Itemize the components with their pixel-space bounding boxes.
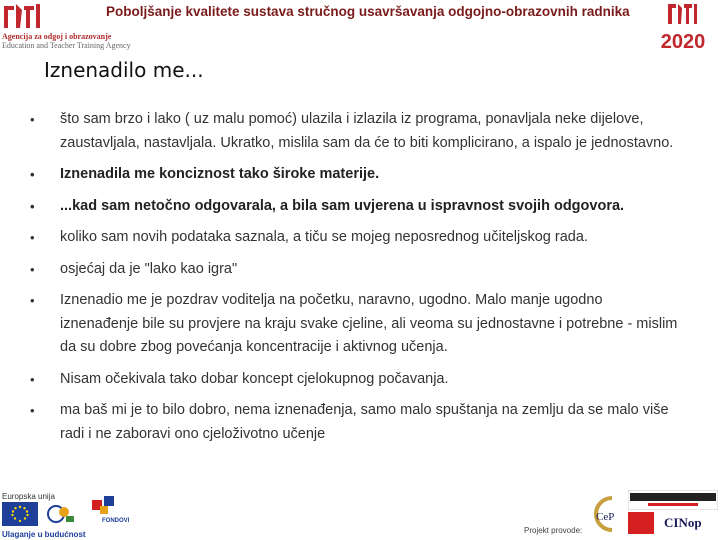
bullet-list [30,108,680,454]
bullet-icon: • [30,293,35,308]
strukturni-fondovi-logo [88,494,138,528]
list-item [30,226,680,250]
list-item-text: ma baš mi je to bilo dobro, nema iznenađenja, samo malo spuštanja na zemlju da se malo više radi i ne zaboravi ono cjeloživotno učenje [60,402,669,442]
slide-header [0,0,720,58]
eu-flag-icon [2,502,38,526]
list-item [30,108,680,155]
bullet-icon: • [30,112,35,127]
bullet-icon: • [30,198,35,214]
eu-label: Europska unija [2,492,55,501]
bullet-icon: • [30,371,35,387]
list-item-text: koliko sam novih podataka saznala, a tiču se mojeg neposrednog učiteljskog rada. [60,229,588,245]
list-item [30,368,680,392]
bullet-icon: • [30,230,35,245]
fondovi-label: FONDOVI [102,518,130,524]
year-label: 2020 [660,31,706,52]
svg-text:CeP: CeP [596,511,615,523]
cinop-label: CINop [664,515,702,530]
list-item [30,258,680,282]
fondovi-shapes-icon [88,494,138,516]
list-item-text: što sam brzo i lako ( uz malu pomoć) ulazila i izlazila iz programa, ponavljala neke dijelove, zaustavljala, nastavljala. Ukratko, mislila sam da će to biti komplicirano, a ispalo je jednostavno. [60,111,674,151]
list-item [30,163,680,187]
list-item-text: osjećaj da je "lako kao igra" [60,260,238,277]
agency-name-hr: Agencija za odgoj i obrazovanje [2,32,112,41]
aoo-2020-logo-icon [648,2,718,52]
bullet-icon: • [30,403,35,418]
austria-logo-icon [628,512,654,534]
cep-logo-icon [582,492,618,536]
project-banner: Poboljšanje kvalitete sustava stručnog usavršavanja odgojno-obrazovnih radnika [106,4,630,19]
partner-logos [520,488,720,540]
agency-name [2,32,131,50]
cinop-logo [656,512,716,534]
bullet-icon: • [30,261,35,277]
list-item [30,399,680,446]
investment-label: Ulaganje u budućnost [2,530,86,539]
agency-name-en: Education and Teacher Training Agency [2,41,131,50]
page-title: Iznenadilo me... [44,58,204,82]
bullet-icon: • [30,167,35,182]
project-partners-label: Projekt provode: [524,526,583,535]
list-item-text: Iznenadio me je pozdrav voditelja na početku, naravno, ugodno. Malo manje ugodno iznenađenje bile su provjere na kraju svake cjeline, ali veoma su jednostavne i potrebne - mislim da su dobre zbog povećanja koncentracije i aktivnog učenja. [60,292,678,355]
aoo-logo-icon [2,2,42,30]
eu-funding-logos [0,492,150,540]
esf-logo-icon [46,502,76,526]
list-item [30,289,680,360]
list-item [30,195,680,219]
list-item-text: ...kad sam netočno odgovarala, a bila sam uvjerena u ispravnost svojih odgovora. [60,197,625,214]
kulturkontakt-logo-icon [628,490,718,510]
list-item-text: Nisam očekivala tako dobar koncept cjelokupnog počavanja. [60,370,449,387]
list-item-text: Iznenadila me konciznost tako široke materije. [60,166,380,182]
